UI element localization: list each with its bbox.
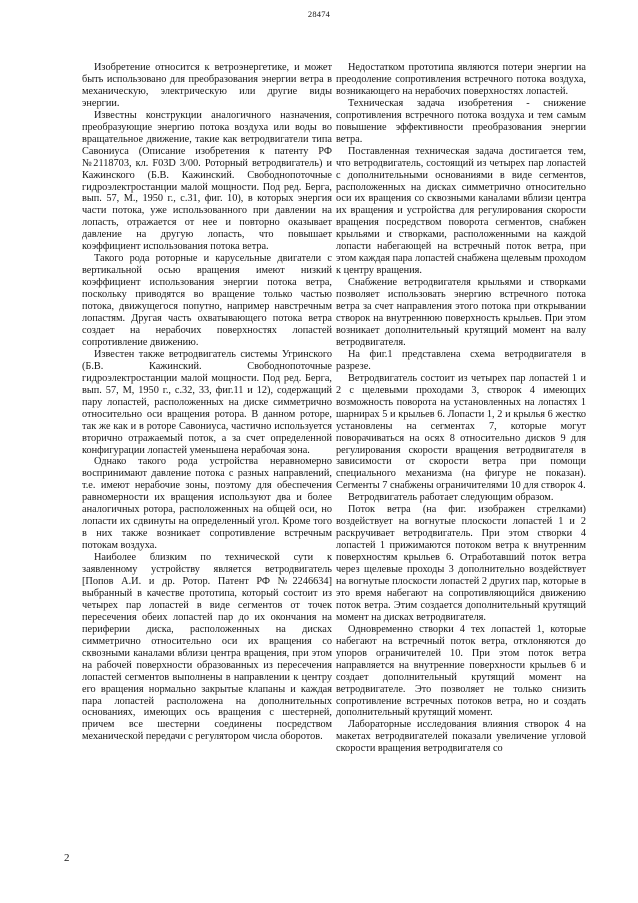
page-number-top: 28474	[307, 9, 331, 19]
paragraph-prototype: Наиболее близким по технической сути к заявленному устройству является ветродвигатель [Попов А.И. и др. Ротор. Патент РФ №2246634] выбранный в качестве прототипа, который состоит из четырех пар лопастей в виде сегментов от точек пересечения обеих лопастей пар до их окончания на периферии диска, расположенных на дисках симметрично относительно оси их вращения со сквозными каналами вблизи центра вращения, при этом на рабочей поверхности образованных из пересечения лопастей сегментов выполнены в направлении к центру его вращения нормально закрытые клапаны и каждая пара лопастей расположена на дополнительных основаниях, имеющих ось вращения с шестерней, причем все шестерни соединены посредством механической передачи с регулятором числа оборотов.	[82, 552, 332, 743]
paragraph-lab-studies: Лабораторные исследования влияния створок 4 на макетах ветродвигателей показали увеличение угловой скорости вращения ветродвигателя со	[336, 719, 586, 755]
paragraph-ugrinsky-system: Известен также ветродвигатель системы Угринского (Б.В. Кажинский. Свободнопоточные гидроэлектростанции малой мощности. Под ред. Берга, вып. 57, М, 1950 г., с.32, 33, фиг.11 и 12), содержащий пару лопастей, расположенных на диске симметрично относительно оси вращения ротора. В данном роторе, так же как и в роторе Савониуса, частично используется вторично отражаемый поток, а за счет определенной конфигурации лопастей уменьшена нерабочая зона.	[82, 348, 332, 456]
paragraph-wind-flow: Поток ветра (на фиг. изображен стрелками) воздействует на вогнутые плоскости лопастей 1 и 2 раскручивает ветродвигатель. При этом створки 4 лопастей 1 прижимаются потоком ветра к внутренним поверхностям крыльев 6. Отработавший поток ветра через щелевые проходы 3 дополнительно воздействует на вогнутые плоскости лопастей 2 других пар, которые в это время набегают на сопротивляющийся движению поток ветра. Этим создается дополнительный крутящий момент на дисках ветродвигателя.	[336, 504, 586, 623]
left-column	[82, 62, 332, 743]
paragraph-field-of-invention: Изобретение относится к ветроэнергетике, и может быть использовано для преобразования энергии ветра в механическую, электрическую или другие виды энергии.	[82, 62, 332, 109]
paragraph-drawbacks: Однако такого рода устройства неравномерно воспринимают давление потока с разных направлений, т.е. имеют нерабочие зоны, поэтому для обеспечения равномерности их вращения используют два и более аналогичных ротора, расположенных на общей оси, но лопасти их сдвинуты на определенный угол. Кроме того в них также возникает сопротивление встречным потокам воздуха.	[82, 456, 332, 552]
paragraph-known-designs: Известны конструкции аналогичного назначения, преобразующие энергию потока воздуха или воды во вращательное движение, такие как ветродвигатели типа Савониуса (Описание изобретения к патенту РФ №2118703, кл. F03D 3/00. Роторный ветродвигатель) и Кажинского (Б.В. Кажинский. Свободнопоточные гидроэлектростанции малой мощности. Под ред. Берга, вып. 57, М., 1950 г., с.31, фиг. 10), в которых энергия части потока, уже использованного при давлении на лопасть, отражается от нее и повторно оказывает давление на другую лопасть, что повышает коэффициент использования потока ветра.	[82, 109, 332, 253]
paragraph-rotary-engines: Такого рода роторные и карусельные двигатели с вертикальной осью вращения имеют низкий коэффициент использования энергии потока ветра, поскольку приводятся во вращение только частью потока, движущегося попутно, например навстречным лопастям. Другая часть охватывающего потока ветра создает на нерабочих поверхностях лопастей сопротивление движению.	[82, 253, 332, 348]
paragraph-solution: Поставленная техническая задача достигается тем, что ветродвигатель, состоящий из четырех пар лопастей с дополнительными основаниями в виде сегментов, расположенных на дисках симметрично относительно оси их вращения со сквозными каналами вблизи центра их вращения и устройства для регулирования скорости вращения посредством поворота сегментов, снабжен крыльями и створками, расположенными на каждой лопасти набегающей на встречный поток ветра, при этом каждая пара лопастей снабжена щелевым проходом к центру вращения.	[336, 145, 586, 277]
paragraph-operation-heading: Ветродвигатель работает следующим образом.	[348, 492, 554, 504]
paragraph-prototype-drawback: Недостатком прототипа являются потери энергии на преодоление сопротивления встречного потока воздуха, возникающего на нерабочих поверхностях лопастей.	[336, 62, 586, 97]
paragraph-figure-reference: На фиг.1 представлена схема ветродвигателя в разрезе.	[336, 348, 586, 372]
page-number-bottom: 2	[64, 852, 70, 864]
paragraph-flaps-deflection: Одновременно створки 4 тех лопастей 1, которые набегают на встречный поток ветра, отклоняются до упоров ограничителей 10. При этом поток ветра направляется на внутренние поверхности крыльев 6 и создает дополнительный крутящий момент на ветродвигателе. Это позволяет не только снизить сопротивление встречных потоков ветра, но и создать дополнительный крутящий момент.	[336, 623, 586, 719]
paragraph-construction: Ветродвигатель состоит из четырех пар лопастей 1 и 2 с щелевыми проходами 3, створок 4 имеющих возможность поворота на установленных на лопастях 1 шарнирах 5 и крыльев 6. Лопасти 1, 2 и крылья 6 жестко установлены на сегментах 7, которые могут поворачиваться на осях 8 относительно дисков 9 для регулирования скорости вращения ветродвигателя в зависимости от скорости ветра при помощи специального механизма (на фигуре не показан). Сегменты 7 снабжены ограничителями 10 для створок 4.	[336, 372, 586, 492]
right-column	[336, 62, 586, 755]
paragraph-wings-and-flaps: Снабжение ветродвигателя крыльями и створками позволяет использовать энергию встречного потока ветра за счет направления этого потока при открывании створок на внутреннюю поверхность крыльев. При этом возникает дополнительный крутящий момент на валу ветродвигателя.	[336, 277, 586, 348]
paragraph-technical-task: Техническая задача изобретения - снижение сопротивления встречного потока воздуха и тем самым повышение эффективности преобразования энергии ветра.	[336, 97, 586, 145]
